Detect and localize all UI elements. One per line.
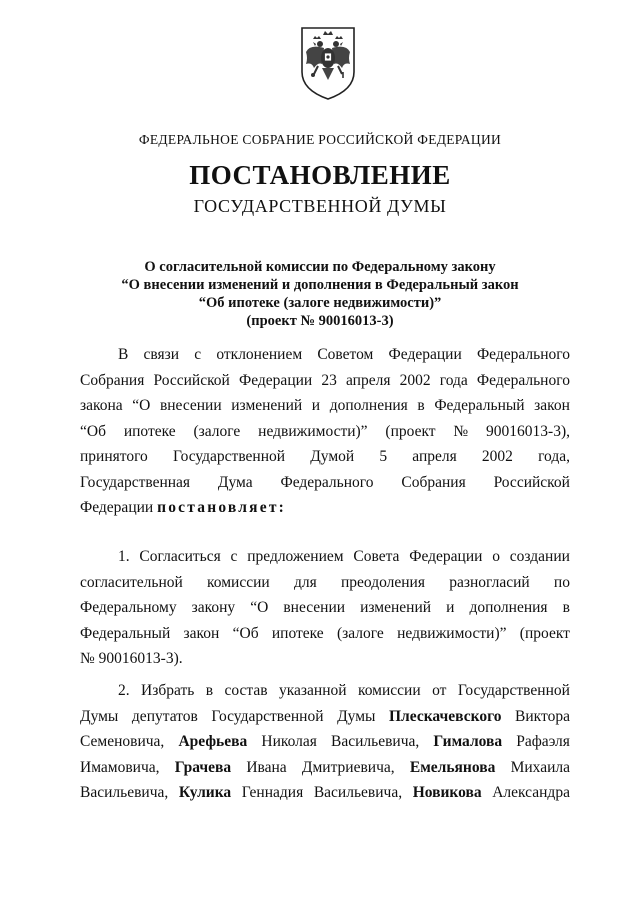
- deputies-line: [80, 755, 570, 781]
- deputies-line: [80, 780, 570, 806]
- word: в: [205, 682, 214, 699]
- word: закона: [80, 397, 123, 414]
- word: Собрания: [401, 473, 466, 491]
- clause-2: [80, 678, 570, 806]
- preamble: [80, 342, 570, 521]
- word: закону: [191, 599, 236, 616]
- justified-line: [80, 368, 570, 394]
- word: Васильевича,: [331, 733, 420, 750]
- word: с: [230, 548, 238, 565]
- word: от: [432, 682, 447, 699]
- word: “О: [250, 599, 269, 616]
- justified-line: [80, 393, 570, 419]
- word: изменений: [231, 397, 303, 414]
- deputy-surname: Арефьева: [178, 733, 248, 750]
- word: года: [439, 371, 468, 389]
- word: Советом: [317, 346, 374, 363]
- word: Федеральный: [80, 624, 171, 642]
- assembly-name: ФЕДЕРАЛЬНОЕ СОБРАНИЕ РОССИЙСКОЙ ФЕДЕРАЦИИ: [138, 132, 502, 147]
- word: по: [553, 573, 570, 591]
- word: Федерального: [476, 371, 570, 389]
- word: Собрания: [80, 371, 145, 389]
- word: Федерального: [280, 473, 374, 491]
- justified-line: [80, 444, 570, 470]
- preamble-text: Федерации: [80, 499, 158, 516]
- word: года,: [538, 448, 570, 465]
- justified-line: [80, 470, 570, 496]
- word: “О: [132, 397, 151, 414]
- word: Думой: [310, 448, 355, 465]
- word: “Об: [232, 624, 259, 642]
- word: апреля: [412, 448, 457, 465]
- justified-line: [80, 419, 570, 445]
- document-issuer: ГОСУДАРСТВЕННОЙ ДУМЫ: [193, 196, 447, 216]
- word: ипотеке: [271, 624, 324, 642]
- word: (проект: [519, 624, 570, 642]
- word: недвижимости)”: [258, 422, 368, 440]
- subject-line: “Об ипотеке (залоге недвижимости)”: [198, 295, 442, 311]
- word: Государственной: [172, 448, 286, 465]
- word: Федеральному: [80, 599, 177, 616]
- word: Ивана: [246, 758, 287, 776]
- word: Геннадия: [241, 784, 304, 801]
- word: Думы: [80, 707, 119, 725]
- word: принятого: [80, 448, 148, 465]
- subject-line: (проект № 90016013-3): [246, 313, 394, 329]
- word: Совета: [353, 548, 400, 565]
- document-type: ПОСТАНОВЛЕНИЕ: [189, 160, 451, 190]
- justified-line: [80, 570, 570, 596]
- word: изменений: [360, 599, 432, 616]
- word: Николая: [261, 733, 317, 750]
- word: №: [453, 422, 469, 440]
- deputies-line: [80, 704, 570, 730]
- clause-line: № 90016013-3).: [80, 650, 183, 667]
- resolution-line: [80, 495, 570, 521]
- word: Российской: [493, 473, 570, 491]
- deputy-surname: Грачева: [174, 758, 232, 776]
- deputy-surname: Кулика: [178, 784, 232, 801]
- resolves-keyword: постановляет:: [157, 499, 286, 516]
- word: Михаила: [510, 758, 570, 776]
- word: апреля: [345, 371, 391, 389]
- word: закон: [183, 624, 220, 642]
- deputy-surname: Плескачевского: [389, 707, 502, 725]
- word: депутатов: [131, 707, 198, 725]
- word: Васильевича,: [80, 784, 169, 801]
- word: состав: [224, 682, 268, 699]
- word: предложением: [247, 548, 344, 565]
- word: о: [492, 548, 500, 565]
- word: внесении: [283, 599, 346, 616]
- word: и: [446, 599, 455, 616]
- word: комиссии: [207, 573, 270, 591]
- word: дополнения: [469, 599, 548, 616]
- word: Российской: [153, 371, 230, 389]
- word: Семеновича,: [80, 733, 165, 750]
- justified-line: [80, 678, 570, 704]
- word: 2.: [118, 682, 130, 699]
- word: комиссии: [357, 682, 421, 699]
- word: ипотеке: [123, 422, 176, 440]
- word: Виктора: [515, 707, 570, 725]
- deputy-surname: Емельянова: [409, 758, 496, 776]
- word: отклонением: [216, 346, 303, 363]
- word: дополнения: [329, 397, 408, 414]
- subject-line: “О внесении изменений и дополнения в Федеральный закон: [121, 277, 519, 293]
- word: преодоления: [340, 573, 425, 591]
- word: Государственной: [457, 682, 570, 699]
- deputy-surname: Гималова: [433, 733, 503, 750]
- word: недвижимости)”: [397, 624, 507, 642]
- word: внесении: [159, 397, 222, 414]
- clause-1: [80, 544, 570, 672]
- word: для: [293, 573, 317, 591]
- word: 90016013-3),: [486, 422, 570, 440]
- word: Думы: [337, 707, 376, 725]
- word: Государственной: [211, 707, 324, 725]
- word: с: [194, 346, 202, 363]
- word: согласительной: [80, 573, 183, 591]
- word: Дума: [217, 473, 253, 491]
- justified-line: [80, 595, 570, 621]
- word: Федерации: [388, 346, 462, 363]
- word: Рафаэля: [516, 733, 570, 750]
- word: В: [118, 346, 129, 363]
- word: Согласиться: [139, 548, 221, 565]
- word: Федерации: [239, 371, 313, 389]
- word: создании: [509, 548, 570, 565]
- word: 1.: [118, 548, 130, 565]
- deputy-surname: Новикова: [412, 784, 482, 801]
- word: (проект: [385, 422, 436, 440]
- word: (залоге: [336, 624, 384, 642]
- word: Александра: [492, 784, 570, 801]
- deputies-line: [80, 729, 570, 755]
- word: указанной: [278, 682, 347, 699]
- word: в: [562, 599, 570, 616]
- word: (залоге: [193, 422, 241, 440]
- justified-line: [80, 621, 570, 647]
- word: в: [417, 397, 425, 414]
- word: разногласий: [449, 573, 530, 591]
- word: Имамовича,: [80, 758, 160, 776]
- word: Избрать: [141, 682, 195, 699]
- word: связи: [143, 346, 180, 363]
- word: Федеральный: [434, 397, 525, 414]
- word: 5: [379, 448, 388, 465]
- word: и: [311, 397, 321, 414]
- word: 2002: [481, 448, 513, 465]
- word: Федерации: [409, 548, 483, 565]
- justified-line: [80, 342, 570, 368]
- word: Дмитриевича,: [301, 758, 395, 776]
- word: Государственная: [80, 473, 191, 491]
- justified-line: [80, 544, 570, 570]
- subject-line: О согласительной комиссии по Федеральному закону: [144, 259, 496, 275]
- coat-of-arms-icon: [296, 22, 360, 102]
- word: 23: [321, 371, 337, 389]
- word: закон: [534, 397, 570, 414]
- word: 2002: [399, 371, 431, 389]
- word: “Об: [80, 422, 106, 440]
- document-subject: [0, 258, 640, 330]
- word: Васильевича,: [313, 784, 403, 801]
- word: Федерального: [476, 346, 570, 363]
